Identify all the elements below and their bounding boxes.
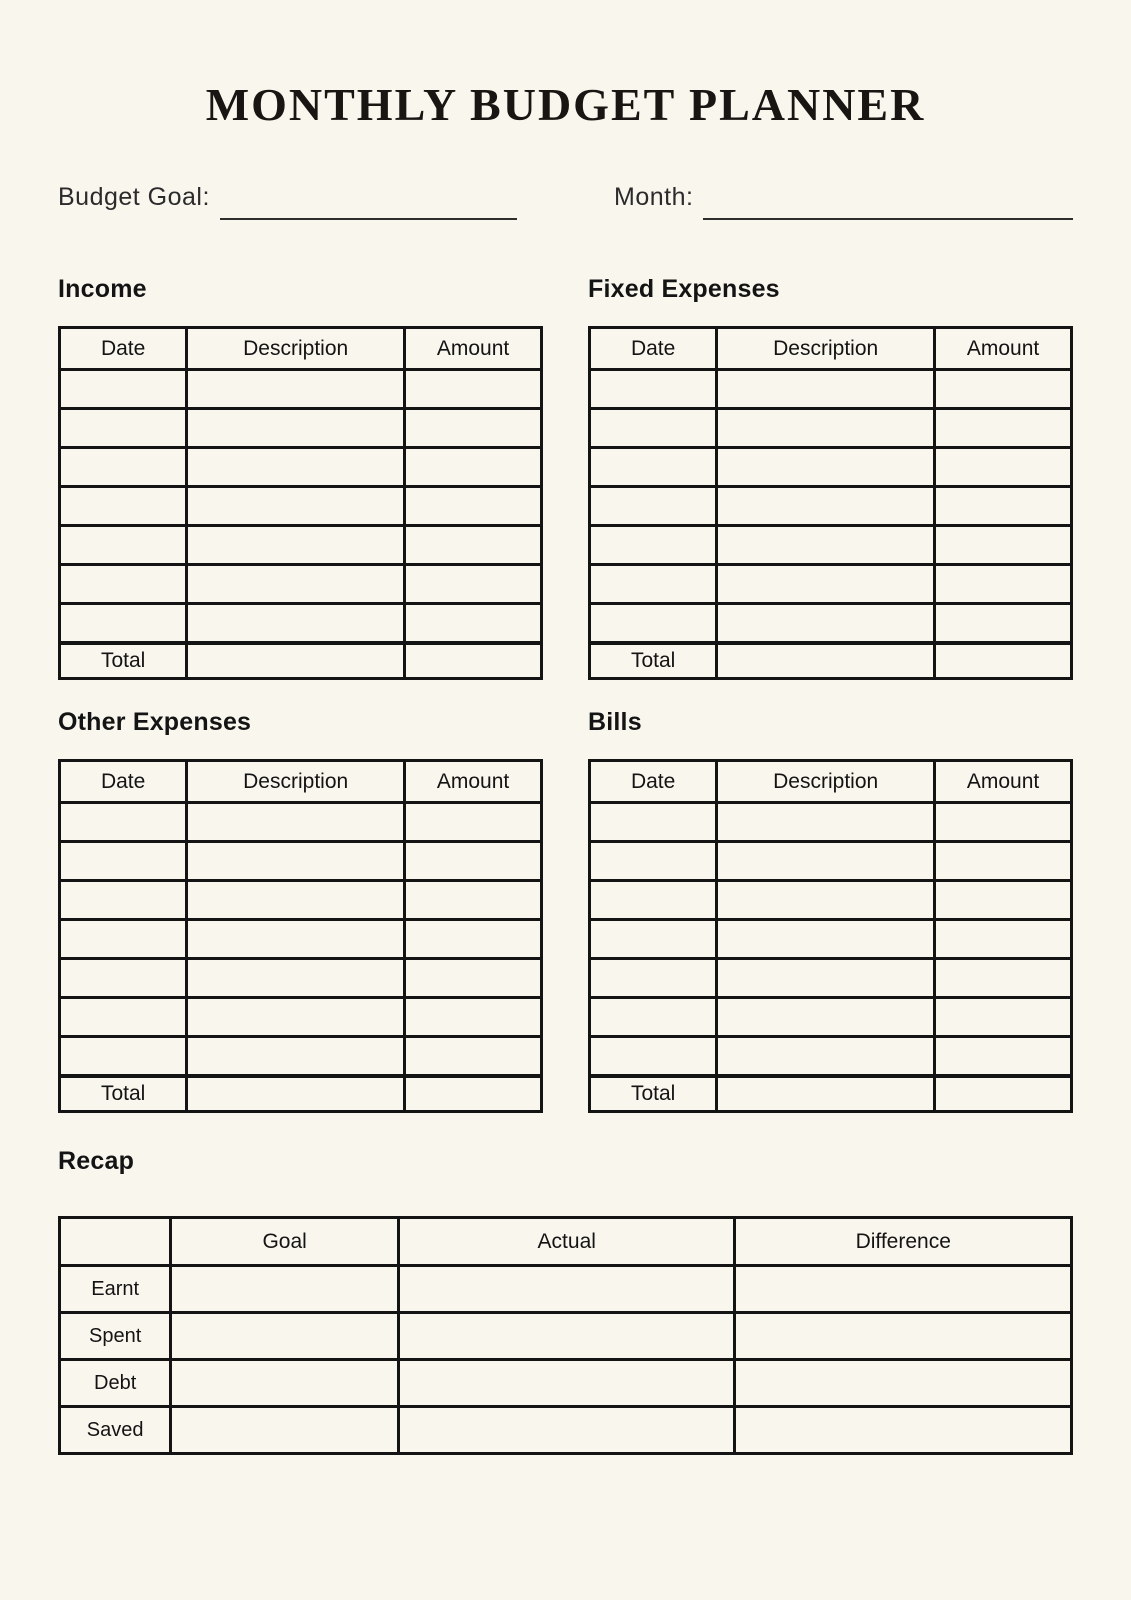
page-title: MONTHLY BUDGET PLANNER [205,79,926,130]
date-cell[interactable] [590,409,717,448]
date-cell[interactable] [590,803,717,842]
description-cell[interactable] [717,1037,935,1076]
total-label: Total [60,1076,187,1112]
recap-heading: Recap [58,1147,135,1176]
recap-row-debt [60,1360,1072,1407]
description-cell[interactable] [187,448,405,487]
table-row [590,526,1072,565]
amount-column-header: Amount [935,328,1072,370]
table-row [60,487,542,526]
spent-label: Spent [60,1313,171,1360]
description-cell[interactable] [717,803,935,842]
description-cell[interactable] [187,842,405,881]
table-row [590,920,1072,959]
amount-cell[interactable] [405,881,542,920]
date-cell[interactable] [60,526,187,565]
description-cell[interactable] [187,487,405,526]
goal-column-header: Goal [171,1218,399,1266]
date-column-header: Date [60,761,187,803]
description-cell[interactable] [717,920,935,959]
income-section [58,275,543,680]
recap-row-spent [60,1313,1072,1360]
table-row [590,409,1072,448]
date-cell[interactable] [590,604,717,643]
table-row [590,565,1072,604]
amount-cell[interactable] [935,448,1072,487]
table-row [60,526,542,565]
date-cell[interactable] [590,448,717,487]
date-cell[interactable] [60,803,187,842]
description-column-header: Description [717,328,935,370]
description-cell[interactable] [717,881,935,920]
amount-cell[interactable] [405,448,542,487]
table-row [60,370,542,409]
spent-goal-cell[interactable] [171,1313,399,1360]
description-cell[interactable] [187,920,405,959]
description-cell[interactable] [717,959,935,998]
amount-cell[interactable] [405,803,542,842]
description-cell[interactable] [187,409,405,448]
table-row [590,448,1072,487]
total-row [590,1076,1072,1112]
earnt-difference-cell[interactable] [735,1266,1072,1313]
total-description-cell[interactable] [717,1076,935,1112]
date-cell[interactable] [60,1037,187,1076]
table-row [590,604,1072,643]
amount-cell[interactable] [935,920,1072,959]
income-heading: Income [58,275,147,304]
bills-table [588,759,1073,1113]
total-amount-cell[interactable] [405,1076,542,1112]
date-cell[interactable] [590,565,717,604]
header-fields [58,183,1073,212]
total-description-cell[interactable] [717,643,935,679]
fixed-expenses-section [588,275,1073,680]
amount-cell[interactable] [405,1037,542,1076]
recap-corner-cell [60,1218,171,1266]
saved-label: Saved [60,1407,171,1454]
total-label: Total [60,643,187,679]
table-row [590,803,1072,842]
difference-column-header: Difference [735,1218,1072,1266]
date-cell[interactable] [60,409,187,448]
description-cell[interactable] [187,998,405,1037]
amount-cell[interactable] [935,998,1072,1037]
amount-cell[interactable] [405,409,542,448]
amount-cell[interactable] [935,881,1072,920]
other-expenses-section [58,708,543,1113]
table-row [60,565,542,604]
amount-cell[interactable] [935,526,1072,565]
description-cell[interactable] [187,1037,405,1076]
description-cell[interactable] [717,448,935,487]
debt-actual-cell[interactable] [399,1360,735,1407]
budget-goal-field [58,183,517,212]
table-row [590,881,1072,920]
budget-goal-label: Budget Goal: [58,182,210,211]
amount-cell[interactable] [935,842,1072,881]
amount-cell[interactable] [405,487,542,526]
description-cell[interactable] [717,526,935,565]
amount-cell[interactable] [935,604,1072,643]
amount-cell[interactable] [935,409,1072,448]
description-cell[interactable] [187,370,405,409]
amount-cell[interactable] [405,370,542,409]
recap-header-row [60,1218,1072,1266]
total-amount-cell[interactable] [405,643,542,679]
amount-column-header: Amount [405,761,542,803]
table-header-row [590,328,1072,370]
date-column-header: Date [60,328,187,370]
description-cell[interactable] [187,881,405,920]
date-cell[interactable] [590,1037,717,1076]
description-column-header: Description [187,328,405,370]
date-cell[interactable] [590,959,717,998]
budget-goal-input[interactable] [220,218,517,220]
amount-cell[interactable] [935,803,1072,842]
description-cell[interactable] [717,409,935,448]
earnt-actual-cell[interactable] [399,1266,735,1313]
date-cell[interactable] [590,842,717,881]
table-row [590,959,1072,998]
date-cell[interactable] [60,998,187,1037]
date-cell[interactable] [60,604,187,643]
amount-cell[interactable] [935,370,1072,409]
date-cell[interactable] [590,881,717,920]
total-amount-cell[interactable] [935,643,1072,679]
amount-cell[interactable] [405,526,542,565]
saved-goal-cell[interactable] [171,1407,399,1454]
description-cell[interactable] [717,842,935,881]
bills-section [588,708,1073,1113]
date-cell[interactable] [590,370,717,409]
description-cell[interactable] [717,370,935,409]
recap-row-earnt [60,1266,1072,1313]
amount-cell[interactable] [935,487,1072,526]
tables-row-2 [58,708,1073,1113]
date-cell[interactable] [590,526,717,565]
table-row [60,920,542,959]
amount-cell[interactable] [405,604,542,643]
table-row [590,370,1072,409]
amount-cell[interactable] [405,920,542,959]
amount-cell[interactable] [405,959,542,998]
spent-actual-cell[interactable] [399,1313,735,1360]
month-field [562,183,1073,212]
date-column-header: Date [590,328,717,370]
table-row [60,1037,542,1076]
total-label: Total [590,1076,717,1112]
date-cell[interactable] [60,370,187,409]
income-table [58,326,543,680]
tables-row-1 [58,275,1073,680]
description-cell[interactable] [717,487,935,526]
saved-difference-cell[interactable] [735,1407,1072,1454]
amount-cell[interactable] [935,959,1072,998]
date-column-header: Date [590,761,717,803]
table-row [60,448,542,487]
other-expenses-table [58,759,543,1113]
date-cell[interactable] [60,448,187,487]
table-row [60,842,542,881]
total-row [60,643,542,679]
total-row [60,1076,542,1112]
table-row [590,1037,1072,1076]
actual-column-header: Actual [399,1218,735,1266]
date-cell[interactable] [60,881,187,920]
amount-cell[interactable] [935,565,1072,604]
table-row [60,998,542,1037]
table-row [60,409,542,448]
debt-goal-cell[interactable] [171,1360,399,1407]
table-row [60,803,542,842]
other-expenses-heading: Other Expenses [58,708,252,737]
amount-cell[interactable] [935,1037,1072,1076]
amount-cell[interactable] [405,998,542,1037]
debt-label: Debt [60,1360,171,1407]
amount-column-header: Amount [405,328,542,370]
saved-actual-cell[interactable] [399,1407,735,1454]
earnt-label: Earnt [60,1266,171,1313]
description-cell[interactable] [187,565,405,604]
description-cell[interactable] [717,604,935,643]
date-cell[interactable] [590,998,717,1037]
description-cell[interactable] [187,959,405,998]
total-description-cell[interactable] [187,1076,405,1112]
spent-difference-cell[interactable] [735,1313,1072,1360]
amount-column-header: Amount [935,761,1072,803]
table-row [60,959,542,998]
recap-table [58,1216,1073,1455]
date-cell[interactable] [60,920,187,959]
fixed-expenses-table [588,326,1073,680]
total-label: Total [590,643,717,679]
description-column-header: Description [187,761,405,803]
date-cell[interactable] [590,920,717,959]
recap-row-saved [60,1407,1072,1454]
total-row [590,643,1072,679]
description-cell[interactable] [187,604,405,643]
description-cell[interactable] [187,803,405,842]
bills-heading: Bills [588,708,642,737]
earnt-goal-cell[interactable] [171,1266,399,1313]
total-amount-cell[interactable] [935,1076,1072,1112]
table-header-row [590,761,1072,803]
table-row [60,604,542,643]
description-cell[interactable] [187,526,405,565]
amount-cell[interactable] [405,842,542,881]
table-row [590,487,1072,526]
description-cell[interactable] [717,565,935,604]
debt-difference-cell[interactable] [735,1360,1072,1407]
date-cell[interactable] [60,487,187,526]
table-row [60,881,542,920]
table-header-row [60,761,542,803]
date-cell[interactable] [60,959,187,998]
month-input[interactable] [703,218,1073,220]
date-cell[interactable] [590,487,717,526]
date-cell[interactable] [60,565,187,604]
table-row [590,842,1072,881]
month-label: Month: [614,182,694,211]
amount-cell[interactable] [405,565,542,604]
description-cell[interactable] [717,998,935,1037]
recap-section [58,1147,1073,1455]
table-header-row [60,328,542,370]
total-description-cell[interactable] [187,643,405,679]
fixed-expenses-heading: Fixed Expenses [588,275,780,304]
description-column-header: Description [717,761,935,803]
date-cell[interactable] [60,842,187,881]
table-row [590,998,1072,1037]
